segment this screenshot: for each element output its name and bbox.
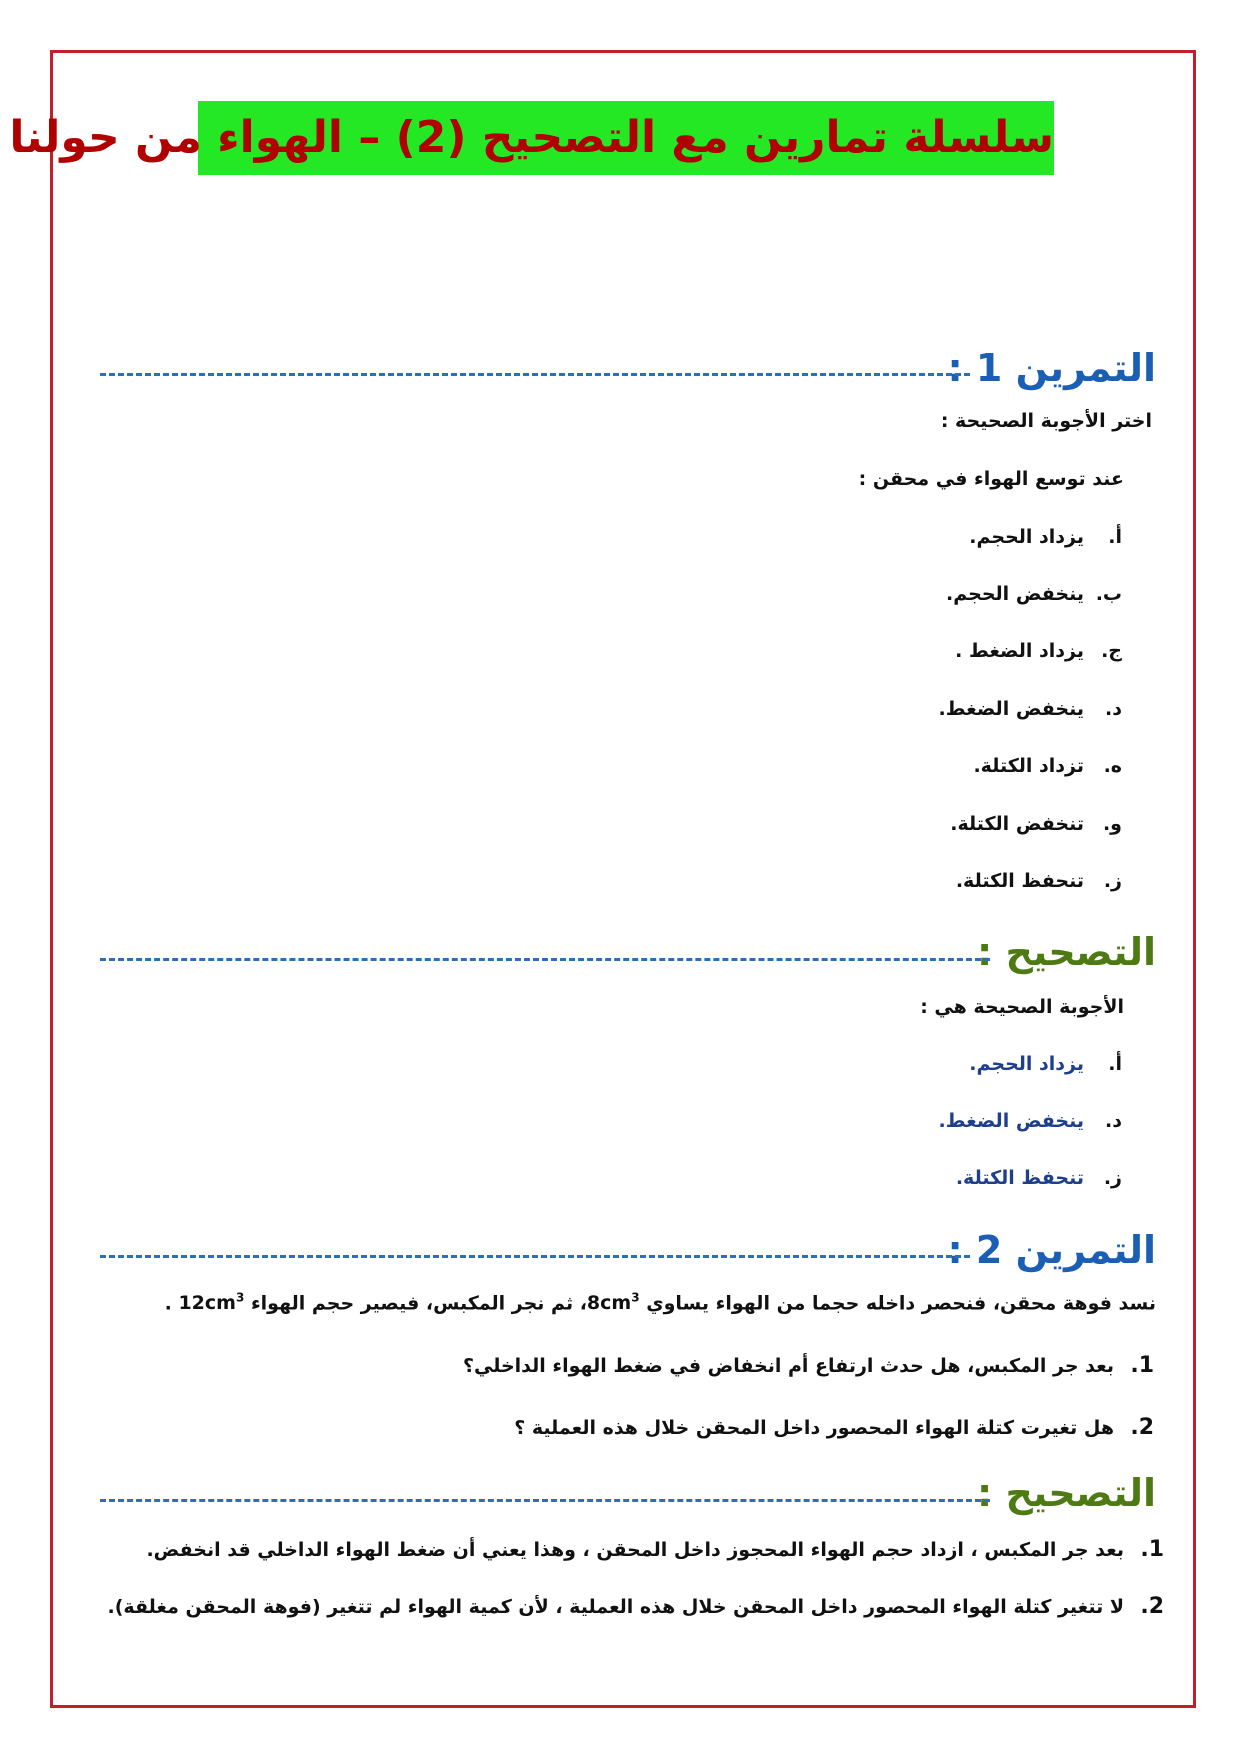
exercise1-stem: عند توسع الهواء في محقن : [858, 468, 1124, 490]
section-divider [100, 958, 990, 961]
exercise2-heading: التمرين 2 : [947, 1228, 1156, 1272]
option-b: ب.ينخفض الحجم. [946, 583, 1122, 605]
question-2: 2.هل تغيرت كتلة الهواء المحصور داخل المحقن خلال هذه العملية ؟ [514, 1415, 1154, 1440]
option-f: و.تنخفض الكتلة. [950, 813, 1122, 835]
exercise1-heading: التمرين 1 : [947, 346, 1156, 390]
answer-g: ز.تنحفظ الكتلة. [955, 1167, 1122, 1189]
correction1-intro: الأجوبة الصحيحة هي : [920, 996, 1124, 1018]
answer-a: أ.يزداد الحجم. [969, 1053, 1122, 1075]
option-a: أ.يزداد الحجم. [969, 526, 1122, 548]
section-divider [100, 1499, 990, 1502]
option-c: ج.يزداد الضغط . [955, 640, 1122, 662]
exercise2-header [947, 1228, 1156, 1278]
option-g: ز.تنحفظ الكتلة. [955, 870, 1122, 892]
option-d: د.ينخفض الضغط. [938, 698, 1122, 720]
correction1-heading: التصحيح : [977, 930, 1156, 974]
correction2-heading: التصحيح : [977, 1471, 1156, 1515]
option-e: ه.تزداد الكتلة. [973, 755, 1122, 777]
page-title: سلسلة تمارين مع التصحيح (2) – الهواء من حولنا [9, 112, 1054, 163]
correction1-header [977, 930, 1156, 980]
title-banner [9, 101, 1054, 175]
answer-d: د.ينخفض الضغط. [938, 1110, 1122, 1132]
answer-2: 2.لا تتغير كتلة الهواء المحصور داخل المحقن خلال هذه العملية ، لأن كمية الهواء لم تتغير (فوهة المحقن مغلقة). [107, 1594, 1164, 1619]
exercise1-header [947, 346, 1156, 396]
exercise1-instruction: اختر الأجوبة الصحيحة : [940, 410, 1152, 432]
correction2-header [977, 1471, 1156, 1521]
exercise2-statement: نسد فوهة محقن، فنحصر داخله حجما من الهواء يساوي $8cm^3،$ ثم نجر المكبس، فيصير حجم الهواء $12cm^3$ . [164, 1291, 1156, 1315]
section-divider [100, 1255, 970, 1258]
answer-1: 1.بعد جر المكبس ، ازداد حجم الهواء المحجوز داخل المحقن ، وهذا يعني أن ضغط الهواء الداخلي قد انخفض. [146, 1537, 1164, 1562]
question-1: 1.بعد جر المكبس، هل حدث ارتفاع أم انخفاض في ضغط الهواء الداخلي؟ [462, 1353, 1154, 1378]
section-divider [100, 373, 970, 376]
